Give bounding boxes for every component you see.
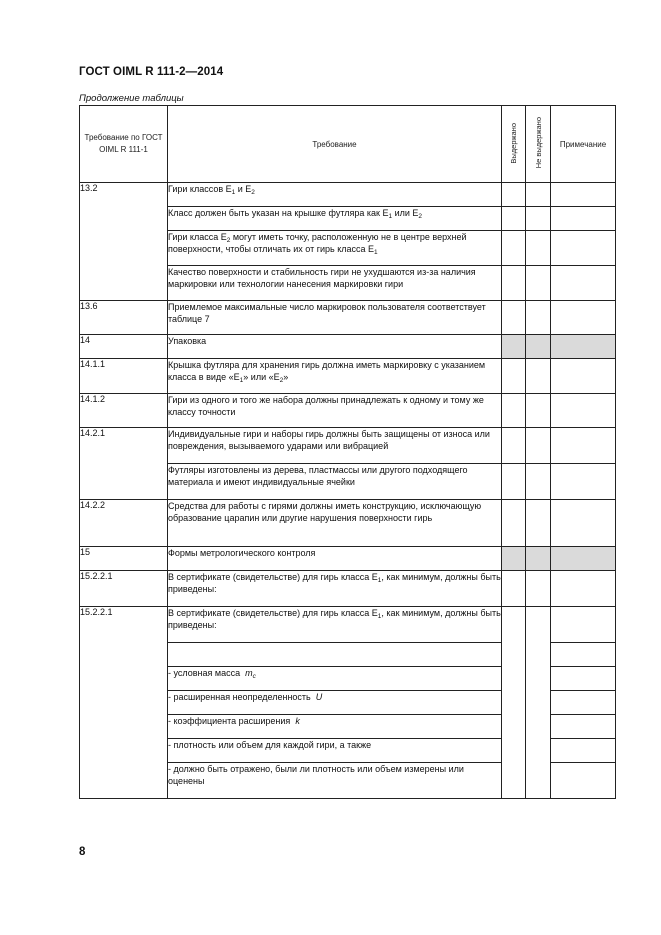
passed-cell[interactable] <box>502 231 526 266</box>
not-passed-cell[interactable] <box>526 266 551 301</box>
req-number: 14.2.1 <box>80 428 168 500</box>
shaded-cell <box>551 547 616 571</box>
table-row <box>80 394 616 428</box>
req-text: - коэффициента расширения k <box>168 715 502 739</box>
table-header-row <box>80 106 616 183</box>
note-cell[interactable] <box>551 394 616 428</box>
shaded-cell <box>502 335 526 359</box>
req-number: 13.2 <box>80 183 168 301</box>
header-passed-label: Выдержано <box>509 122 518 164</box>
req-text: - расширенная неопределенность U <box>168 691 502 715</box>
section-title: Формы метрологического контроля <box>168 547 502 571</box>
req-text: Средства для работы с гирями должны иметь конструкцию, исключающую образование царапин или другие нарушения поверхности гирь <box>168 500 502 547</box>
req-text: В сертификате (свидетельстве) для гирь класса $E_1$, как минимум, должны быть приведены: <box>168 571 502 607</box>
passed-cell[interactable] <box>502 500 526 547</box>
header-requirement-no: Требование по ГОСТ OIML R 111-1 <box>80 106 168 183</box>
not-passed-cell[interactable] <box>526 183 551 207</box>
req-text: - должно быть отражено, были ли плотность или объем измерены или оценены <box>168 763 502 799</box>
note-cell[interactable] <box>551 428 616 464</box>
table-row <box>80 359 616 394</box>
req-text: Индивидуальные гири и наборы гирь должны быть защищены от износа или повреждения, вызываемого ударами или вибрацией <box>168 428 502 464</box>
req-number: 13.6 <box>80 301 168 335</box>
shaded-cell <box>526 335 551 359</box>
header-note: Примечание <box>551 106 616 183</box>
table-row <box>80 500 616 547</box>
note-cell[interactable] <box>551 183 616 207</box>
passed-cell[interactable] <box>502 207 526 231</box>
table-row <box>80 428 616 464</box>
requirements-table <box>79 105 616 799</box>
note-cell[interactable] <box>551 231 616 266</box>
note-cell[interactable] <box>551 571 616 607</box>
not-passed-cell[interactable] <box>526 464 551 500</box>
note-cell[interactable] <box>551 464 616 500</box>
req-text-empty <box>168 643 502 667</box>
passed-cell[interactable] <box>502 428 526 464</box>
not-passed-cell[interactable] <box>526 571 551 607</box>
table-row <box>80 301 616 335</box>
req-text: Приемлемое максимальные число маркировок пользователя соответствует таблице 7 <box>168 301 502 335</box>
req-number: 14.1.2 <box>80 394 168 428</box>
not-passed-cell[interactable] <box>526 607 551 799</box>
req-text: В сертификате (свидетельстве) для гирь класса $E_1$, как минимум, должны быть приведены: <box>168 607 502 643</box>
req-text: - условная масса $m_c$ <box>168 667 502 691</box>
passed-cell[interactable] <box>502 183 526 207</box>
section-number: 15 <box>80 547 168 571</box>
note-cell[interactable] <box>551 500 616 547</box>
header-passed <box>502 106 526 183</box>
req-text: Крышка футляра для хранения гирь должна иметь маркировку с указанием класса в виде «$E_1$» или «$E_2$» <box>168 359 502 394</box>
note-cell[interactable] <box>551 301 616 335</box>
not-passed-cell[interactable] <box>526 428 551 464</box>
table-row <box>80 607 616 643</box>
note-cell[interactable] <box>551 607 616 643</box>
req-text: Гири классов $E_1$ и $E_2$ <box>168 183 502 207</box>
note-cell[interactable] <box>551 643 616 667</box>
header-not-passed-label: Не выдержано <box>533 117 543 169</box>
req-text: - плотность или объем для каждой гири, а также <box>168 739 502 763</box>
note-cell[interactable] <box>551 715 616 739</box>
req-number: 15.2.2.1 <box>80 607 168 799</box>
not-passed-cell[interactable] <box>526 500 551 547</box>
req-text: Класс должен быть указан на крышке футляра как $E_1$ или $E_2$ <box>168 207 502 231</box>
note-cell[interactable] <box>551 207 616 231</box>
passed-cell[interactable] <box>502 301 526 335</box>
not-passed-cell[interactable] <box>526 301 551 335</box>
req-number: 14.1.1 <box>80 359 168 394</box>
req-number: 14.2.2 <box>80 500 168 547</box>
not-passed-cell[interactable] <box>526 231 551 266</box>
note-cell[interactable] <box>551 739 616 763</box>
note-cell[interactable] <box>551 266 616 301</box>
shaded-cell <box>526 547 551 571</box>
table-row <box>80 183 616 207</box>
table-row <box>80 571 616 607</box>
passed-cell[interactable] <box>502 607 526 799</box>
not-passed-cell[interactable] <box>526 394 551 428</box>
req-text: Гири из одного и того же набора должны принадлежать к одному и тому же классу точности <box>168 394 502 428</box>
req-text: Гири класса $E_2$ могут иметь точку, расположенную не в центре верхней поверхности, чтобы отличать их от гирь класса $E_1$ <box>168 231 502 266</box>
header-requirement: Требование <box>168 106 502 183</box>
not-passed-cell[interactable] <box>526 359 551 394</box>
page-number: 8 <box>79 846 86 858</box>
passed-cell[interactable] <box>502 266 526 301</box>
req-number: 15.2.2.1 <box>80 571 168 607</box>
passed-cell[interactable] <box>502 571 526 607</box>
document-title: ГОСТ OIML R 111-2—2014 <box>79 66 224 78</box>
shaded-cell <box>551 335 616 359</box>
section-row <box>80 547 616 571</box>
note-cell[interactable] <box>551 359 616 394</box>
header-not-passed <box>526 106 551 183</box>
shaded-cell <box>502 547 526 571</box>
passed-cell[interactable] <box>502 464 526 500</box>
continuation-label: Продолжение таблицы <box>79 93 184 104</box>
section-title: Упаковка <box>168 335 502 359</box>
note-cell[interactable] <box>551 763 616 799</box>
req-text: Футляры изготовлены из дерева, пластмассы или другого подходящего материала и имеют индивидуальные ячейки <box>168 464 502 500</box>
section-row <box>80 335 616 359</box>
passed-cell[interactable] <box>502 359 526 394</box>
req-text: Качество поверхности и стабильность гири не ухудшаются из-за наличия маркировки или технологии нанесения маркировки гири <box>168 266 502 301</box>
passed-cell[interactable] <box>502 394 526 428</box>
note-cell[interactable] <box>551 691 616 715</box>
section-number: 14 <box>80 335 168 359</box>
not-passed-cell[interactable] <box>526 207 551 231</box>
note-cell[interactable] <box>551 667 616 691</box>
